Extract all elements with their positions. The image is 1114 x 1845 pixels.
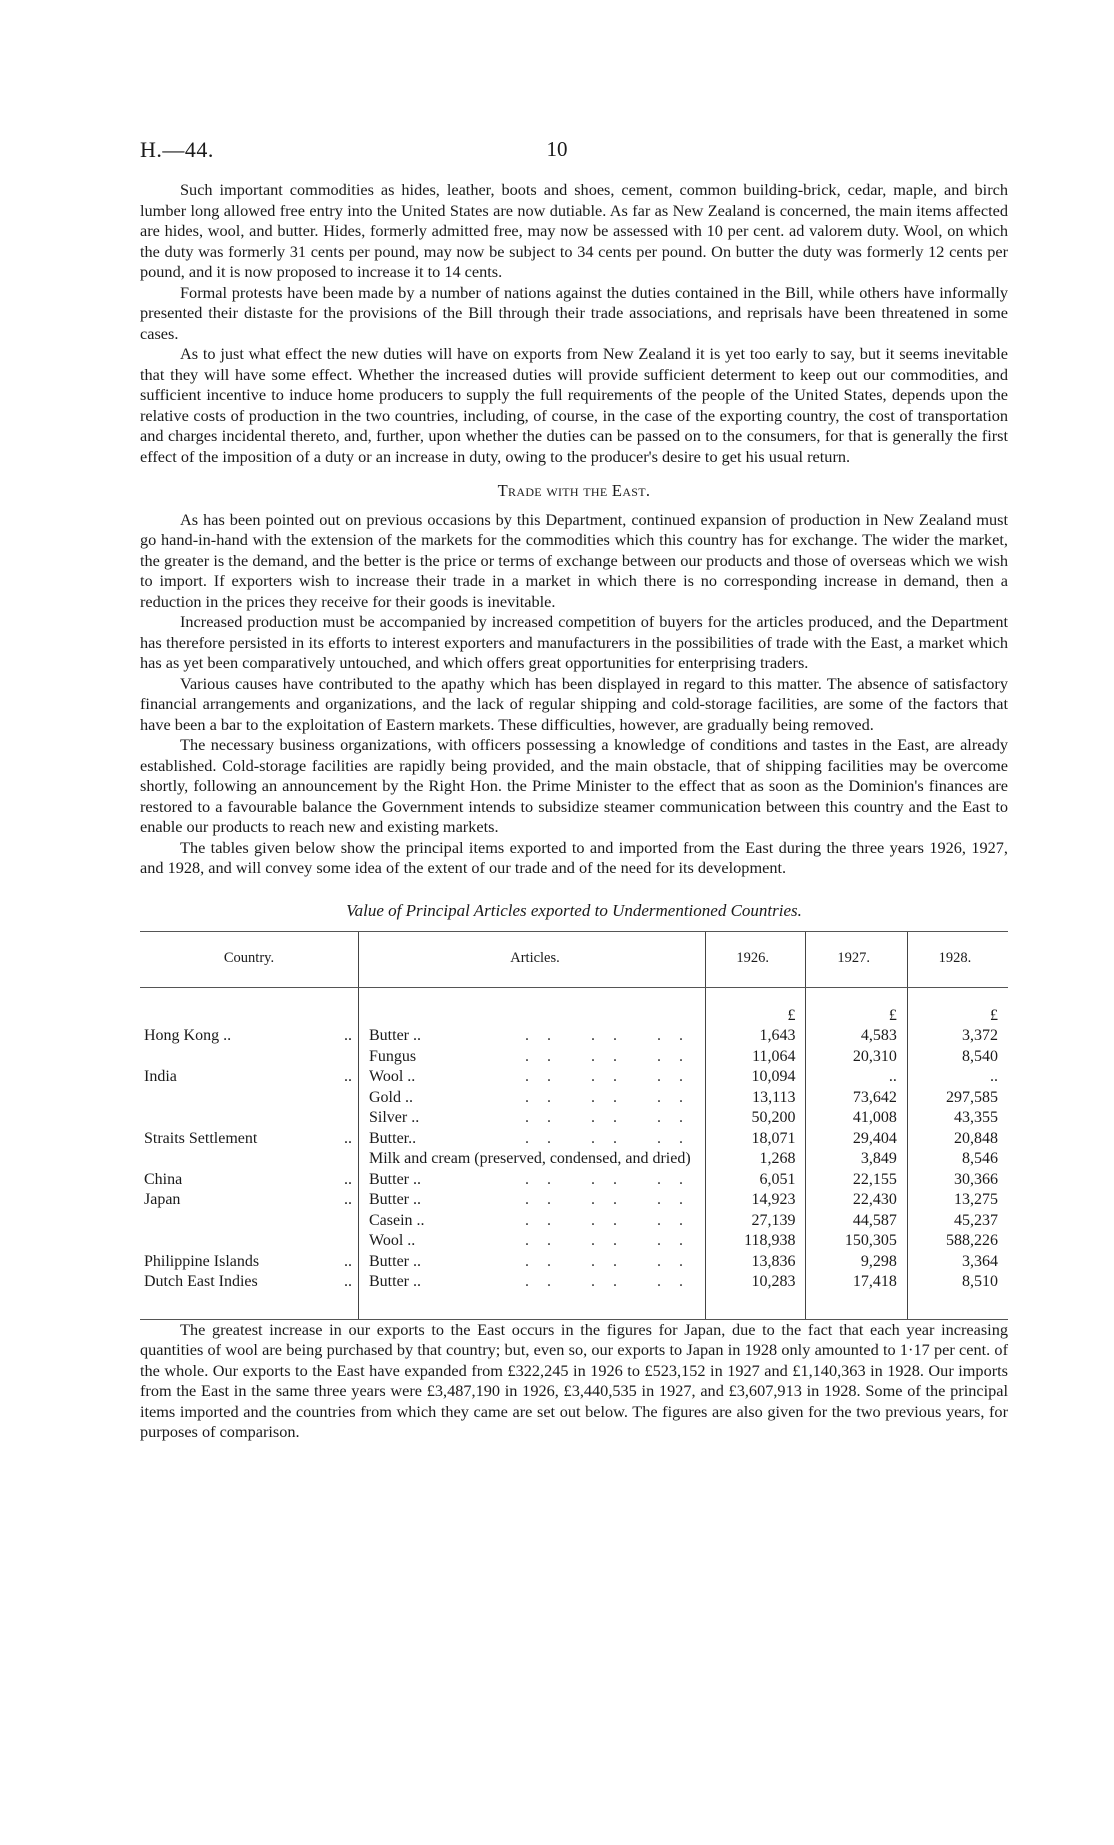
page-number: 10 xyxy=(546,137,568,161)
table-row xyxy=(140,1190,1008,1211)
table-row xyxy=(140,1067,1008,1088)
row-value-1927: 17,418 xyxy=(806,1272,907,1319)
row-country-leaders: .. xyxy=(344,1129,352,1147)
row-country-leaders xyxy=(324,1108,359,1129)
article-name: Butter .. xyxy=(369,1252,421,1270)
row-value-1927: 41,008 xyxy=(806,1108,907,1129)
row-value-1928: 30,366 xyxy=(907,1170,1008,1191)
paragraph: Formal protests have been made by a number of nations against the duties contained in the Bill, while others have informally presented their distaste for the provisions of the Bill through their trade associations, and reprisals have been threatened in some cases. xyxy=(140,282,1008,343)
article-leaders: .. .. .. xyxy=(525,1232,701,1249)
row-value-1928: 297,585 xyxy=(907,1088,1008,1109)
row-country xyxy=(140,1231,324,1252)
article-name: Gold .. xyxy=(369,1088,413,1106)
article-leaders: .. .. .. xyxy=(525,1191,701,1208)
row-country-leaders xyxy=(324,1088,359,1109)
article-leaders: .. .. .. xyxy=(525,1252,701,1270)
table-row xyxy=(140,1129,1008,1150)
header-1926: 1926. xyxy=(706,932,806,988)
article-leaders: .. .. .. xyxy=(525,1047,701,1065)
article-name: Wool .. xyxy=(369,1232,416,1249)
unit-1926: £ xyxy=(706,987,806,1026)
row-article xyxy=(359,1170,706,1191)
row-article xyxy=(359,1026,706,1047)
table-header-row xyxy=(140,932,1008,988)
row-value-1928: 8,546 xyxy=(907,1149,1008,1170)
row-country xyxy=(140,1047,324,1068)
table-row xyxy=(140,1272,1008,1319)
paragraph: Such important commodities as hides, leather, boots and shoes, cement, common building-brick, cedar, maple, and birch lumber long allowed free entry into the United States are now dutiable. As far as New Zealand is concerned, the main items affected are hides, wool, and butter. Hides, formerly admitted free, may now be assessed with 10 per cent. ad valorem duty. Wool, on which the duty was formerly 31 cents per pound, may now be subject to 34 cents per pound. On butter the duty was formerly 12 cents per pound, and it is now proposed to increase it to 14 cents. xyxy=(140,180,1008,281)
header-articles: Articles. xyxy=(359,932,706,988)
row-value-1926: 18,071 xyxy=(706,1129,806,1150)
row-value-1926: 50,200 xyxy=(706,1108,806,1129)
article-name: Fungus xyxy=(369,1047,417,1065)
row-country xyxy=(140,1149,324,1170)
header-1927: 1927. xyxy=(806,932,907,988)
article-name: Casein .. xyxy=(369,1211,425,1229)
row-article xyxy=(359,1088,706,1109)
row-country: China xyxy=(144,1170,183,1188)
row-country-leaders xyxy=(324,1211,359,1232)
row-article xyxy=(359,1231,706,1252)
article-leaders: .. .. .. xyxy=(525,1068,701,1085)
row-value-1926: 1,643 xyxy=(706,1026,806,1047)
row-article xyxy=(359,1272,706,1319)
row-country-leaders: .. xyxy=(344,1027,352,1044)
row-value-1927: 3,849 xyxy=(806,1149,907,1170)
row-article xyxy=(359,1108,706,1129)
row-value-1926: 6,051 xyxy=(706,1170,806,1191)
row-value-1928: 45,237 xyxy=(907,1211,1008,1232)
row-value-1927: 22,155 xyxy=(806,1170,907,1191)
row-value-1927: 9,298 xyxy=(806,1252,907,1273)
article-leaders: .. .. .. xyxy=(525,1027,701,1044)
row-value-1928: 43,355 xyxy=(907,1108,1008,1129)
unit-row xyxy=(140,987,1008,1026)
row-country-leaders xyxy=(324,1047,359,1068)
header-country: Country. xyxy=(140,932,359,988)
row-value-1927: 4,583 xyxy=(806,1026,907,1047)
row-value-1926: 13,836 xyxy=(706,1252,806,1273)
row-country: Dutch East Indies xyxy=(140,1272,324,1319)
exports-table xyxy=(140,931,1008,1320)
row-country: India xyxy=(144,1068,177,1085)
row-country-leaders xyxy=(324,1231,359,1252)
article-name: Butter .. xyxy=(369,1191,421,1208)
article-leaders: .. .. .. xyxy=(525,1088,701,1106)
row-article xyxy=(359,1047,706,1068)
article-name: Butter .. xyxy=(369,1170,421,1188)
row-value-1927: 73,642 xyxy=(806,1088,907,1109)
article-name: Milk and cream (preserved, condensed, and dried) xyxy=(369,1150,691,1167)
row-value-1927: 29,404 xyxy=(806,1129,907,1150)
row-article xyxy=(359,1190,706,1211)
article-name: Butter .. xyxy=(369,1027,421,1044)
row-country: Straits Settlement xyxy=(144,1129,258,1147)
article-name: Butter.. xyxy=(369,1129,417,1147)
unit-1928: £ xyxy=(907,987,1008,1026)
table-row xyxy=(140,1088,1008,1109)
row-value-1926: 118,938 xyxy=(706,1231,806,1252)
row-value-1926: 14,923 xyxy=(706,1190,806,1211)
paragraph: Increased production must be accompanied by increased competition of buyers for the articles produced, and the Department has therefore persisted in its efforts to interest exporters and manufacturers in the possibilities of trade with the East, a market which has as yet been comparatively untouched, and which offers great opportunities for enterprising traders. xyxy=(140,612,1008,672)
row-country-leaders: .. xyxy=(344,1191,352,1208)
table-row xyxy=(140,1231,1008,1252)
row-article xyxy=(359,1067,706,1088)
row-country-leaders: .. xyxy=(344,1068,352,1085)
article-leaders: .. .. .. xyxy=(525,1273,701,1290)
row-value-1926: 1,268 xyxy=(706,1149,806,1170)
row-value-1926: 10,094 xyxy=(706,1067,806,1088)
table-row xyxy=(140,1047,1008,1068)
article-leaders: .. .. .. xyxy=(525,1170,701,1188)
row-article xyxy=(359,1149,706,1170)
section-heading: Trade with the East. xyxy=(497,481,651,500)
header-1928: 1928. xyxy=(907,932,1008,988)
row-article xyxy=(359,1129,706,1150)
row-country xyxy=(140,1211,324,1232)
paragraph: As has been pointed out on previous occasions by this Department, continued expansion of production in New Zealand must go hand-in-hand with the extension of the markets for the commodities which this country has for exchange. The wider the market, the greater is the demand, and the better is the price or terms of exchange between our products and those of overseas which we wish to import. If exporters wish to increase their trade in a market in which there is no corresponding increase in demand, then a reduction in the prices they receive for their goods is inevitable. xyxy=(140,509,1008,611)
row-value-1926: 11,064 xyxy=(706,1047,806,1068)
table-row xyxy=(140,1149,1008,1170)
table-row xyxy=(140,1026,1008,1047)
document-body xyxy=(140,180,1008,1443)
row-country: Japan xyxy=(144,1191,181,1208)
row-country-leaders: .. xyxy=(324,1272,359,1319)
table-row xyxy=(140,1211,1008,1232)
paragraph: Various causes have contributed to the apathy which has been displayed in regard to this matter. The absence of satisfactory financial arrangements and organizations, and the lack of regular shipping and cold-storage facilities, are some of the factors that have been a bar to the exploitation of Eastern markets. These difficulties, however, are gradually being removed. xyxy=(140,673,1008,734)
row-country-leaders: .. xyxy=(344,1252,352,1270)
row-value-1928: 8,540 xyxy=(907,1047,1008,1068)
row-country xyxy=(140,1108,324,1129)
row-value-1927: 20,310 xyxy=(806,1047,907,1068)
paragraph: As to just what effect the new duties will have on exports from New Zealand it is yet too early to say, but it seems inevitable that they will have some effect. Whether the increased duties will provide sufficient determent to keep out our commodities, and sufficient incentive to induce home producers to supply the full requirements of the people of the United States, depends upon the relative costs of production in the two countries, including, of course, in the case of the exporting country, the cost of transportation and charges incidental thereto, and, further, upon whether the duties can be passed on to the consumers, for that is generally the first effect of the imposition of a duty or an increase in duty, owing to the producer's desire to get his usual return. xyxy=(140,344,1008,466)
row-value-1928: 3,364 xyxy=(907,1252,1008,1273)
row-value-1926: 13,113 xyxy=(706,1088,806,1109)
paragraph: The necessary business organizations, with officers possessing a knowledge of conditions and tastes in the East, are already established. Cold-storage facilities are rapidly being provided, and the main obstacle, that of shipping facilities may be overcome shortly, following an announcement by the Right Hon. the Prime Minister to the effect that as soon as the Dominion's finances are restored to a favourable balance the Government intends to subsidize steamer communication between this country and the East to enable our products to reach new and existing markets. xyxy=(140,735,1008,836)
row-country-leaders xyxy=(324,1149,359,1170)
row-value-1927: 44,587 xyxy=(806,1211,907,1232)
article-name: Silver .. xyxy=(369,1109,420,1126)
article-name: Butter .. xyxy=(369,1273,421,1290)
article-name: Wool .. xyxy=(369,1068,416,1085)
article-leaders: .. .. .. xyxy=(525,1211,701,1229)
row-value-1926: 27,139 xyxy=(706,1211,806,1232)
row-value-1928: .. xyxy=(907,1067,1008,1088)
row-value-1926: 10,283 xyxy=(706,1272,806,1319)
row-value-1928: 20,848 xyxy=(907,1129,1008,1150)
row-country xyxy=(140,1088,324,1109)
article-leaders: .. .. .. xyxy=(525,1109,701,1126)
table-row xyxy=(140,1170,1008,1191)
paragraph: The greatest increase in our exports to the East occurs in the figures for Japan, due to the fact that each year increasing quantities of wool are being purchased by that country; but, even so, our exports to Japan in 1928 only amounted to 1·17 per cent. of the whole. Our exports to the East have expanded from £322,245 in 1926 to £523,152 in 1927 and £1,140,363 in 1928. Our imports from the East in the same three years were £3,487,190 in 1926, £3,440,535 in 1927, and £3,607,913 in 1928. Some of the principal items imported and the countries from which they came are set out below. The figures are also given for the two previous years, for purposes of comparison. xyxy=(140,1319,1008,1441)
table-row xyxy=(140,1108,1008,1129)
report-reference: H.—44. xyxy=(140,137,214,162)
row-value-1927: 22,430 xyxy=(806,1190,907,1211)
row-article xyxy=(359,1211,706,1232)
row-country-leaders: .. xyxy=(344,1170,352,1188)
table-caption: Value of Principal Articles exported to Undermentioned Countries. xyxy=(346,900,802,920)
row-value-1928: 588,226 xyxy=(907,1231,1008,1252)
row-country: Hong Kong .. xyxy=(144,1027,232,1044)
paragraph: The tables given below show the principal items exported to and imported from the East during the three years 1926, 1927, and 1928, and will convey some idea of the extent of our trade and of the need for its development. xyxy=(140,837,1008,877)
row-value-1927: .. xyxy=(806,1067,907,1088)
row-value-1927: 150,305 xyxy=(806,1231,907,1252)
row-country: Philippine Islands xyxy=(144,1252,260,1270)
unit-1927: £ xyxy=(806,987,907,1026)
row-value-1928: 3,372 xyxy=(907,1026,1008,1047)
row-value-1928: 8,510 xyxy=(907,1272,1008,1319)
article-leaders: .. .. .. xyxy=(525,1129,701,1147)
row-article xyxy=(359,1252,706,1273)
table-row xyxy=(140,1252,1008,1273)
row-value-1928: 13,275 xyxy=(907,1190,1008,1211)
